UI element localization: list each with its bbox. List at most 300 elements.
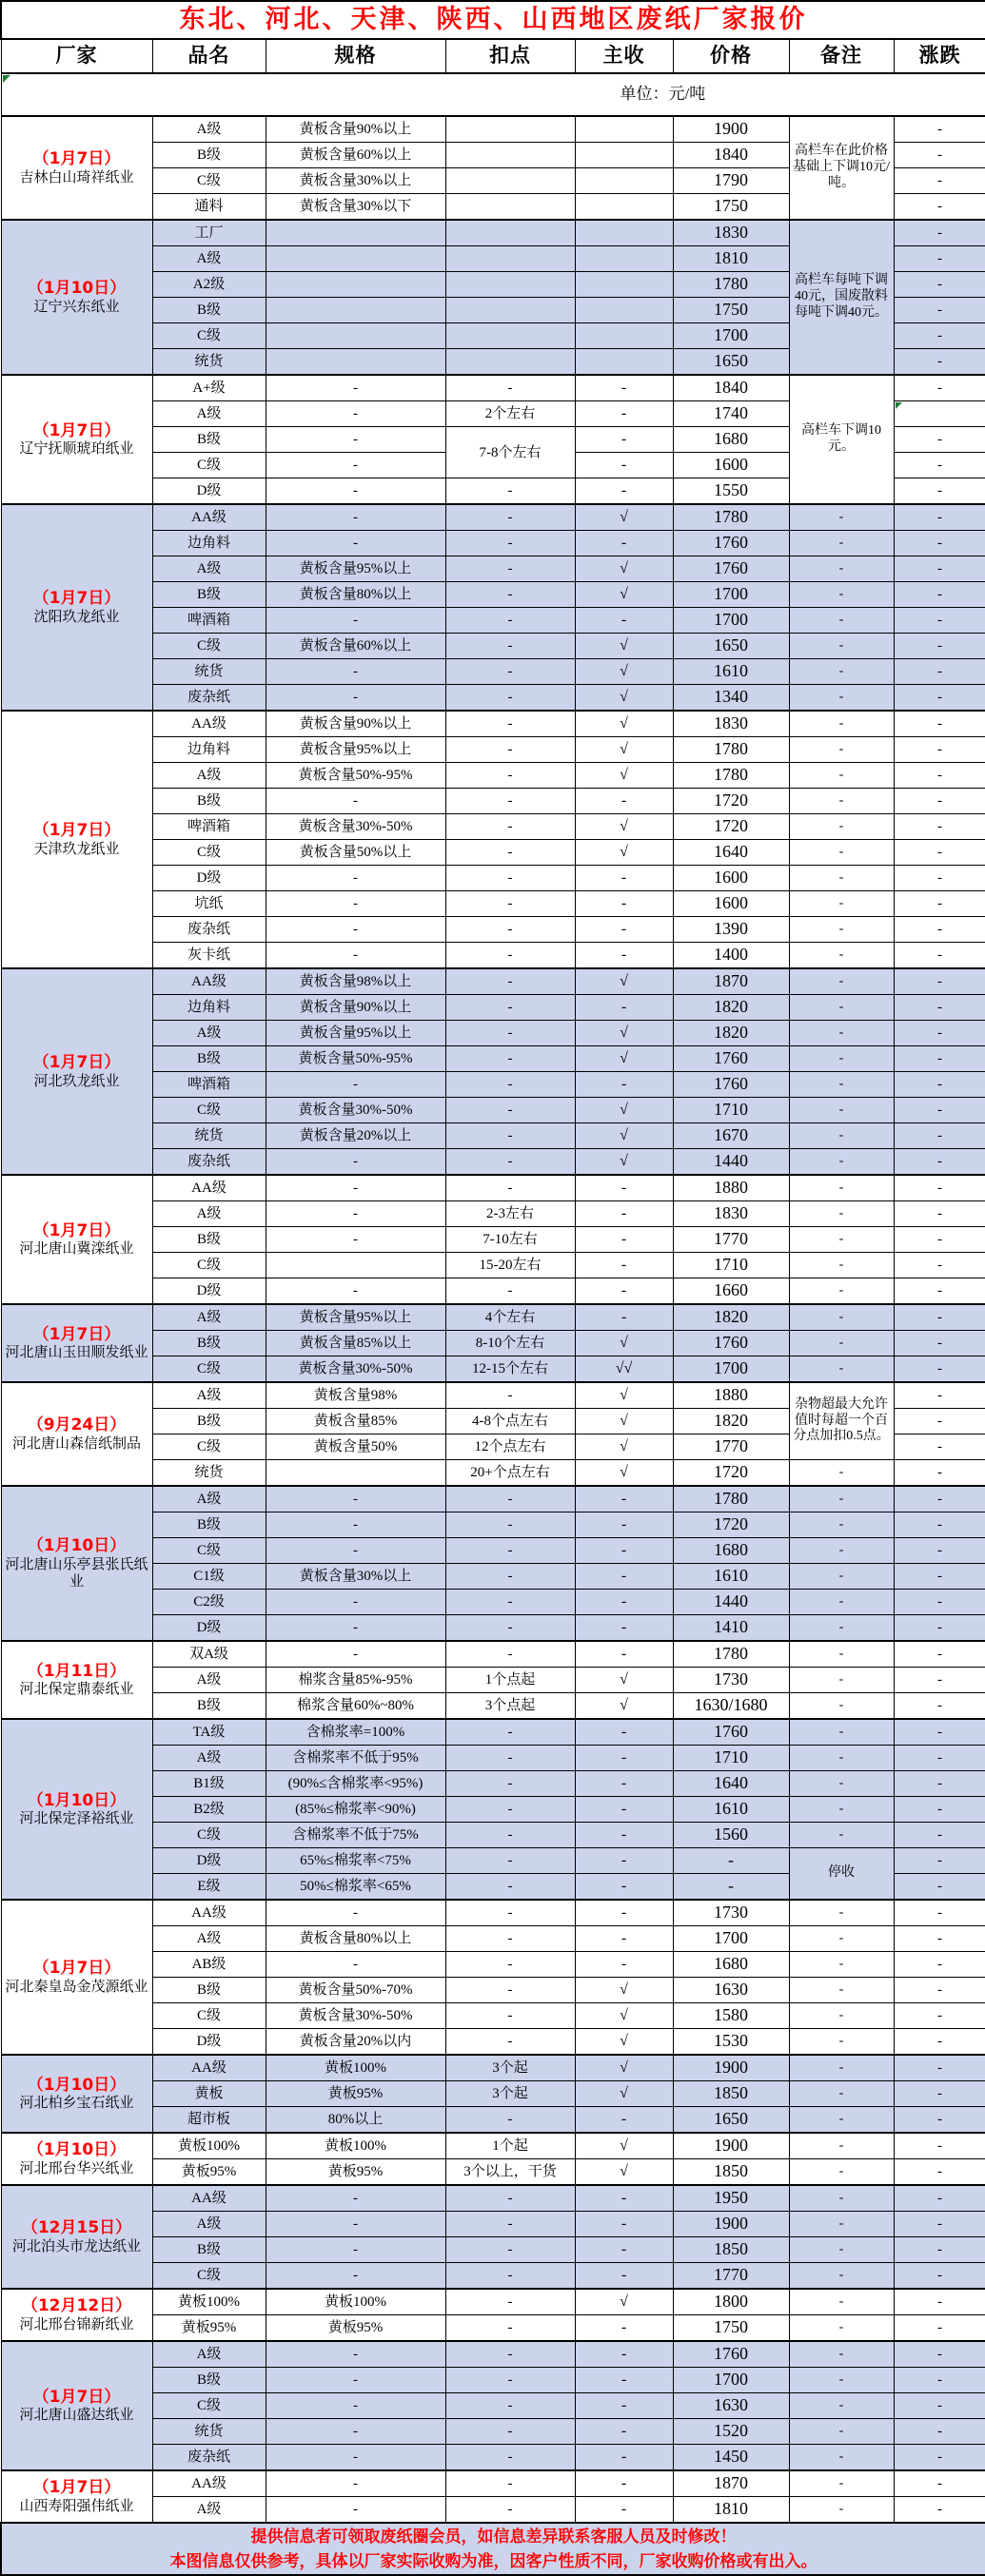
spec-cell: - [266,1227,445,1253]
deduction-cell: - [445,2341,575,2368]
price-cell: 1440 [673,1149,789,1176]
main-collect-cell: - [575,891,673,917]
note-cell: - [789,2212,894,2237]
grade-cell: C级 [152,168,266,194]
spec-cell [266,1460,445,1487]
deduction-cell [445,272,575,298]
change-cell: - [894,1434,985,1460]
change-cell: - [894,1874,985,1901]
spec-cell: - [266,917,445,943]
price-cell: 1780 [673,1486,789,1512]
deduction-cell: - [445,917,575,943]
price-cell: 1610 [673,1797,789,1823]
spec-cell [266,349,445,376]
note-cell: - [789,2289,894,2315]
change-cell: - [894,1719,985,1746]
spec-cell: - [266,866,445,891]
grade-cell: A级 [152,1486,266,1512]
price-cell: - [673,1848,789,1874]
grade-cell: A级 [152,556,266,582]
grade-cell: C级 [152,2263,266,2290]
main-collect-cell: - [575,2445,673,2471]
price-cell: 1850 [673,2081,789,2107]
note-cell: - [789,685,894,712]
grade-cell: D级 [152,1615,266,1642]
manufacturer-name: 河北邢台华兴纸业 [19,2160,134,2176]
price-cell: 1760 [673,556,789,582]
manufacturer-cell [1,116,152,220]
spec-cell: 含棉浆率不低于75% [266,1823,445,1848]
deduction-cell: 4个左右 [445,1304,575,1331]
note-cell: - [789,1304,894,1331]
change-cell: - [894,1382,985,1409]
main-collect-cell: - [575,2497,673,2524]
change-cell: - [894,1175,985,1201]
note-cell: - [789,2497,894,2524]
spec-cell: - [266,2419,445,2445]
spec-cell: - [266,453,445,478]
grade-cell: A级 [152,1668,266,1693]
manufacturer-name: 山西寿阳强伟纸业 [19,2498,134,2514]
note-cell: - [789,2159,894,2186]
deduction-cell: - [445,968,575,995]
deduction-cell: 12-15个左右 [445,1356,575,1383]
spec-cell: - [266,2445,445,2471]
column-header-spec: 规格 [266,39,445,73]
manufacturer-date: （1月7日） [32,149,121,169]
change-cell: - [894,1021,985,1046]
spec-cell: 含棉浆率=100% [266,1719,445,1746]
price-table-body [1,116,985,2523]
price-cell: 1700 [673,582,789,608]
deduction-cell [445,349,575,376]
main-collect-cell: √ [575,1434,673,1460]
main-collect-cell: - [575,2419,673,2445]
spec-cell: 黄板含量95%以上 [266,1304,445,1331]
main-collect-cell [575,349,673,376]
spec-cell: 黄板含量50%-95% [266,1046,445,1072]
spec-cell: 黄板含量30%-50% [266,1356,445,1383]
main-collect-cell: √ [575,556,673,582]
price-cell: 1680 [673,1952,789,1978]
price-cell: 1750 [673,2315,789,2342]
note-cell: - [789,737,894,763]
main-collect-cell: - [575,1486,673,1512]
change-cell: - [894,582,985,608]
change-cell: - [894,2185,985,2212]
manufacturer-name: 河北玖龙纸业 [33,1073,120,1089]
main-collect-cell: - [575,2185,673,2212]
main-collect-cell: - [575,478,673,505]
deduction-cell: - [445,1874,575,1901]
price-cell: 1850 [673,2237,789,2263]
note-cell: - [789,943,894,969]
change-cell: - [894,1149,985,1176]
change-cell: - [894,2029,985,2056]
spec-cell: 黄板100% [266,2055,445,2081]
manufacturer-name: 河北邢台锦新纸业 [19,2316,134,2332]
deduction-cell: 12个点左右 [445,1434,575,1460]
grade-cell: A级 [152,1304,266,1331]
price-cell: 1790 [673,168,789,194]
price-cell: 1720 [673,1512,789,1538]
spec-cell: 棉浆含量60%~80% [266,1693,445,1720]
change-cell: - [894,2368,985,2393]
note-cell: - [789,2133,894,2159]
deduction-cell: - [445,2470,575,2497]
manufacturer-date: （1月10日） [27,1790,127,1810]
manufacturer-cell [1,220,152,375]
manufacturer-date: （1月7日） [32,1959,121,1979]
change-cell: - [894,349,985,376]
note-cell: - [789,531,894,556]
main-collect-cell: √ [575,1123,673,1149]
price-cell: 1830 [673,711,789,737]
note-cell: - [789,968,894,995]
deduction-cell [445,246,575,272]
change-cell: - [894,194,985,221]
excel-error-triangle-icon [3,75,10,83]
price-cell: 1730 [673,1900,789,1926]
deduction-cell: - [445,789,575,814]
price-cell: 1560 [673,1823,789,1848]
deduction-cell: - [445,659,575,685]
grade-cell: 啤酒箱 [152,608,266,634]
price-cell: 1850 [673,2159,789,2186]
main-collect-cell: √ [575,1409,673,1434]
note-cell: - [789,1719,894,1746]
note-cell: - [789,1926,894,1952]
manufacturer-name: 河北保定泽裕纸业 [19,1811,134,1827]
price-cell: 1610 [673,1564,789,1590]
spec-cell: - [266,2393,445,2419]
price-cell: 1830 [673,220,789,246]
main-collect-cell: - [575,1253,673,1278]
deduction-cell [445,194,575,221]
main-collect-cell: √ [575,1149,673,1176]
manufacturer-cell [1,2289,152,2341]
spec-cell: 黄板含量60%以上 [266,143,445,168]
spec-cell: 黄板含量50% [266,1434,445,1460]
manufacturer-cell [1,968,152,1175]
price-cell: 1780 [673,272,789,298]
grade-cell: D级 [152,478,266,505]
deduction-cell: 3个起 [445,2055,575,2081]
change-cell: - [894,2263,985,2290]
manufacturer-date: （1月10日） [27,2075,127,2095]
change-cell: - [894,1590,985,1615]
deduction-cell: - [445,2497,575,2524]
deduction-cell: - [445,2003,575,2029]
main-collect-cell: - [575,2341,673,2368]
spec-cell: - [266,2237,445,2263]
note-cell: - [789,1149,894,1176]
change-cell: - [894,1356,985,1383]
change-cell: - [894,1201,985,1227]
manufacturer-cell [1,711,152,968]
change-cell: - [894,2107,985,2134]
note-cell: - [789,1512,894,1538]
manufacturer-date: （1月10日） [27,2140,127,2160]
deduction-cell: - [445,478,575,505]
main-collect-cell: √ [575,634,673,659]
deduction-cell [445,323,575,349]
page-title: 东北、河北、天津、陕西、山西地区废纸厂家报价 [1,1,985,39]
deduction-cell: 2个左右 [445,401,575,427]
note-cell: 高栏车下调10元。 [789,375,894,504]
unit-note-text: 单位：元/吨 [620,85,706,104]
deduction-cell: - [445,1149,575,1176]
note-cell: - [789,917,894,943]
deduction-cell: - [445,840,575,866]
change-cell: - [894,995,985,1021]
manufacturer-name: 河北保定鼎泰纸业 [19,1682,134,1698]
spec-cell: 黄板95% [266,2159,445,2186]
price-cell: 1880 [673,1175,789,1201]
main-collect-cell: - [575,1175,673,1201]
change-cell: - [894,711,985,737]
main-collect-cell: - [575,1304,673,1331]
note-cell: - [789,1590,894,1615]
grade-cell: AA级 [152,2185,266,2212]
note-cell: - [789,1538,894,1564]
spec-cell: - [266,2470,445,2497]
note-cell: - [789,582,894,608]
change-cell: - [894,2081,985,2107]
deduction-cell: - [445,763,575,789]
note-cell: - [789,1021,894,1046]
column-header-manufacturer: 厂家 [1,39,152,73]
spec-cell: 黄板含量50%以上 [266,840,445,866]
change-cell: - [894,323,985,349]
grade-cell: A级 [152,1746,266,1771]
manufacturer-date: （9月24日） [27,1415,127,1435]
price-cell: 1760 [673,2341,789,2368]
deduction-cell: 3个以上，干货 [445,2159,575,2186]
main-collect-cell: - [575,866,673,891]
main-collect-cell: - [575,2263,673,2290]
main-collect-cell: - [575,1201,673,1227]
unit-row [1,73,985,116]
price-cell: 1650 [673,349,789,376]
main-collect-cell: √ [575,1693,673,1720]
price-cell: 1770 [673,1434,789,1460]
deduction-cell: - [445,556,575,582]
price-row [1,711,985,737]
grade-cell: AA级 [152,2055,266,2081]
main-collect-cell: - [575,789,673,814]
manufacturer-cell [1,1719,152,1900]
note-cell: - [789,814,894,840]
manufacturer-date: （1月7日） [32,1220,121,1240]
spec-cell: 黄板100% [266,2289,445,2315]
price-cell: 1680 [673,1538,789,1564]
grade-cell: B级 [152,1409,266,1434]
spec-cell: - [266,789,445,814]
price-cell: - [673,1874,789,1901]
main-collect-cell: - [575,1227,673,1253]
deduction-cell: - [445,1719,575,1746]
note-cell: - [789,995,894,1021]
manufacturer-name: 河北唐山玉田顺发纸业 [5,1345,148,1361]
main-collect-cell: - [575,1874,673,1901]
change-cell: - [894,917,985,943]
note-cell: - [789,789,894,814]
main-collect-cell: √ [575,1382,673,1409]
grade-cell: C级 [152,2393,266,2419]
grade-cell: 黄板100% [152,2289,266,2315]
manufacturer-cell [1,1641,152,1719]
grade-cell: 灰卡纸 [152,943,266,969]
change-cell: - [894,1668,985,1693]
deduction-cell: - [445,1278,575,1305]
manufacturer-cell [1,1304,152,1382]
main-collect-cell [575,298,673,323]
spec-cell: - [266,1486,445,1512]
grade-cell: 废杂纸 [152,917,266,943]
note-cell: - [789,2185,894,2212]
manufacturer-name: 吉林白山琦祥纸业 [19,169,134,185]
spec-cell: 黄板含量30%-50% [266,814,445,840]
main-collect-cell: - [575,2315,673,2342]
main-collect-cell: - [575,2212,673,2237]
deduction-cell: - [445,814,575,840]
main-collect-cell: - [575,2107,673,2134]
price-cell: 1760 [673,1331,789,1356]
grade-cell: A级 [152,401,266,427]
deduction-cell: - [445,2237,575,2263]
price-cell: 1600 [673,891,789,917]
change-cell: - [894,2393,985,2419]
manufacturer-name: 河北唐山盛达纸业 [19,2408,134,2424]
manufacturer-date: （1月11日） [27,1661,127,1681]
price-cell: 1340 [673,685,789,712]
change-cell: - [894,2445,985,2471]
grade-cell: AA级 [152,1175,266,1201]
main-collect-cell: √ [575,737,673,763]
main-collect-cell: - [575,943,673,969]
grade-cell: C级 [152,1253,266,1278]
spec-cell: 黄板含量95%以上 [266,737,445,763]
main-collect-cell: √ [575,2133,673,2159]
deduction-cell: - [445,1615,575,1642]
price-cell: 1820 [673,1021,789,1046]
deduction-cell: - [445,737,575,763]
change-cell: - [894,789,985,814]
grade-cell: C级 [152,453,266,478]
header-row [1,39,985,73]
grade-cell: 统货 [152,1460,266,1487]
note-cell: 杂物超最大允许值时每超一个百分点加扣0.5点。 [789,1382,894,1460]
deduction-cell: - [445,866,575,891]
main-collect-cell: √ [575,711,673,737]
price-cell: 1630/1680 [673,1693,789,1720]
price-cell: 1720 [673,1460,789,1487]
price-cell: 1650 [673,2107,789,2134]
column-header-grade: 品名 [152,39,266,73]
spec-cell: 黄板含量50%-70% [266,1978,445,2003]
grade-cell: D级 [152,866,266,891]
deduction-cell: - [445,943,575,969]
spec-cell [266,272,445,298]
note-cell: - [789,1046,894,1072]
deduction-cell [445,116,575,143]
grade-cell: E级 [152,1874,266,1901]
main-collect-cell: - [575,1590,673,1615]
grade-cell: 啤酒箱 [152,814,266,840]
spec-cell: 黄板含量90%以上 [266,711,445,737]
change-cell: - [894,298,985,323]
main-collect-cell: √ [575,1021,673,1046]
main-collect-cell: √ [575,2003,673,2029]
spec-cell: - [266,685,445,712]
grade-cell: D级 [152,1848,266,1874]
price-row [1,1175,985,1201]
main-collect-cell: √ [575,504,673,531]
manufacturer-date: （12月15日） [21,2218,132,2238]
manufacturer-cell [1,2185,152,2289]
note-cell: - [789,659,894,685]
change-cell: - [894,1512,985,1538]
change-cell-error-triangle-icon [894,401,985,427]
note-cell: - [789,2393,894,2419]
note-cell: - [789,1900,894,1926]
manufacturer-name: 沈阳玖龙纸业 [33,609,120,625]
deduction-cell: - [445,891,575,917]
grade-cell: B级 [152,427,266,453]
change-cell: - [894,1615,985,1642]
manufacturer-name: 河北唐山乐亭县张氏纸业 [5,1556,148,1590]
spec-cell: 黄板含量30%以上 [266,1564,445,1590]
deduction-cell: - [445,1797,575,1823]
note-cell: - [789,2470,894,2497]
grade-cell: 统货 [152,1123,266,1149]
main-collect-cell: √ [575,582,673,608]
change-cell: - [894,2133,985,2159]
price-cell: 1870 [673,2470,789,2497]
price-cell: 1450 [673,2445,789,2471]
price-row [1,2470,985,2497]
grade-cell: C2级 [152,1590,266,1615]
deduction-cell: - [445,608,575,634]
main-collect-cell: - [575,1564,673,1590]
price-cell: 1530 [673,2029,789,2056]
change-cell: - [894,1460,985,1487]
price-cell: 1820 [673,1304,789,1331]
spec-cell: 50%≤棉浆率<65% [266,1874,445,1901]
price-cell: 1840 [673,375,789,401]
deduction-cell: - [445,1926,575,1952]
manufacturer-date: （1月7日） [32,2387,121,2407]
spec-cell: - [266,2497,445,2524]
spec-cell: 黄板含量80%以上 [266,1926,445,1952]
price-cell: 1640 [673,1771,789,1797]
grade-cell: AA级 [152,968,266,995]
price-cell: 1760 [673,1072,789,1098]
deduction-cell: - [445,1382,575,1409]
grade-cell: 边角料 [152,737,266,763]
note-cell: - [789,1615,894,1642]
main-collect-cell: √ [575,2081,673,2107]
spec-cell: 黄板95% [266,2081,445,2107]
main-collect-cell: - [575,1072,673,1098]
main-collect-cell: √ [575,2159,673,2186]
deduction-cell: 2-3左右 [445,1201,575,1227]
deduction-cell: - [445,582,575,608]
price-cell: 1830 [673,1201,789,1227]
deduction-cell [445,220,575,246]
note-cell: - [789,1227,894,1253]
